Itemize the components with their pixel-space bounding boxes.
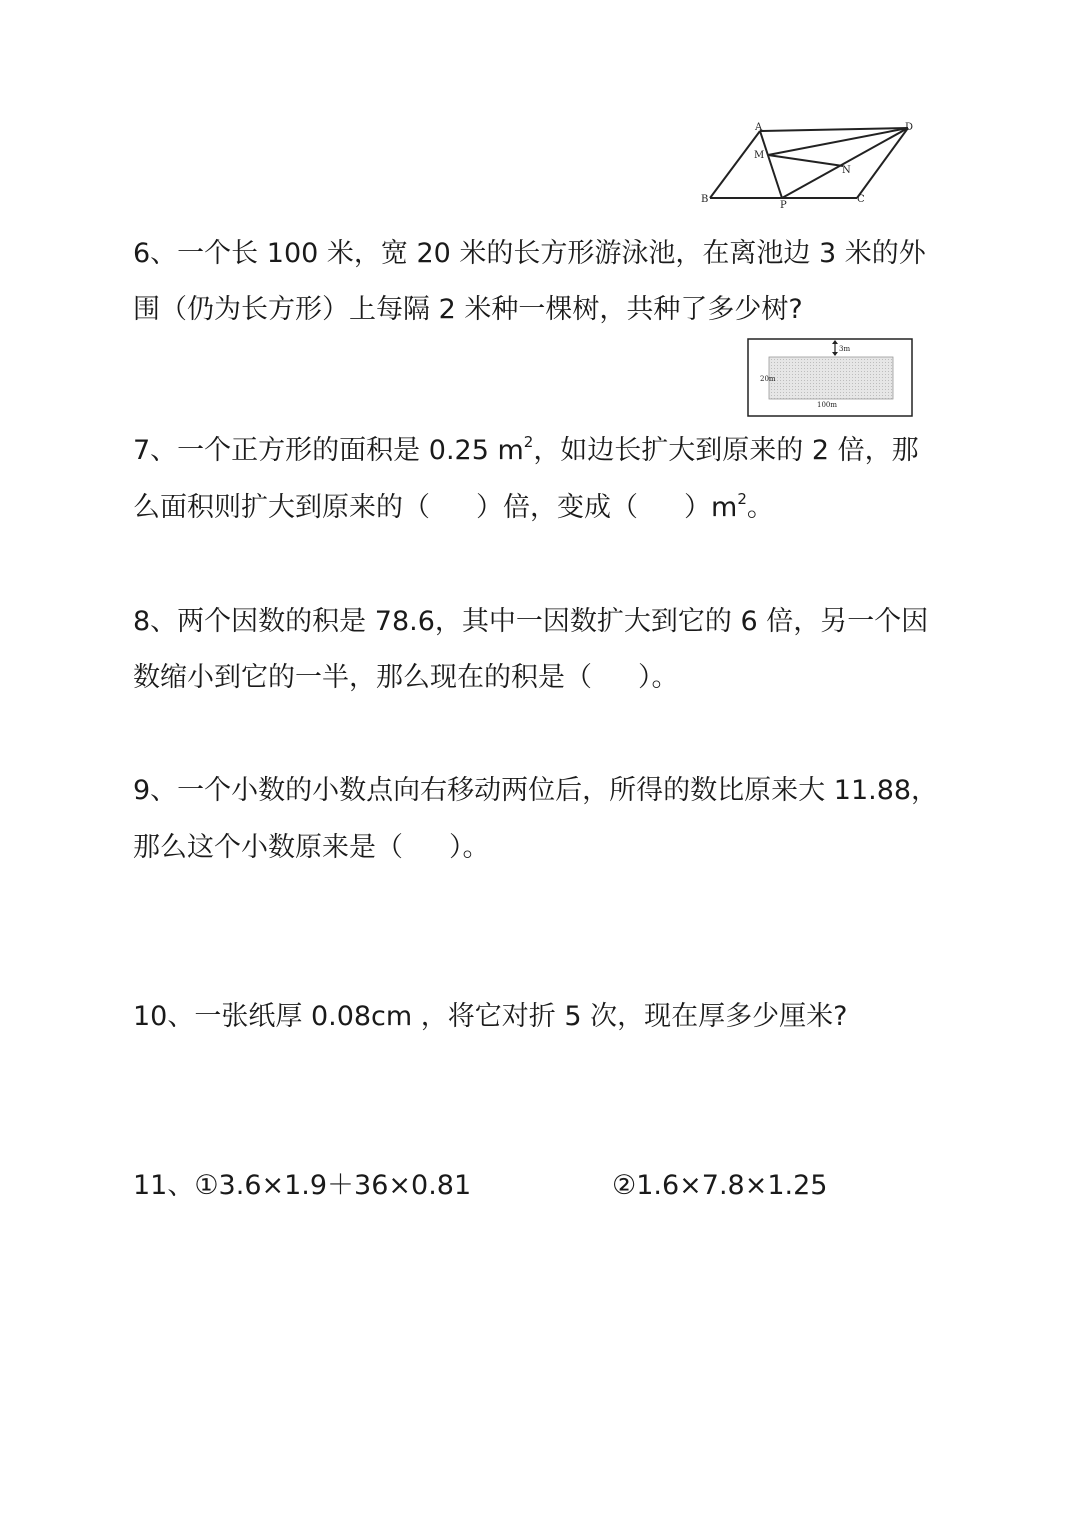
label-c: C bbox=[857, 194, 865, 205]
question-7-line-1 bbox=[133, 433, 919, 469]
q9-line2-text-a: 那么这个小数原来是（ bbox=[133, 832, 403, 863]
q7-line2-text-d: 。 bbox=[746, 492, 774, 523]
segment-md bbox=[768, 128, 908, 155]
question-9-line-2 bbox=[133, 830, 490, 866]
edge-dc bbox=[857, 128, 908, 198]
pool-figure bbox=[747, 338, 913, 418]
label-width: 20m bbox=[760, 375, 776, 383]
question-6-line-1: 6、一个长 100 米，宽 20 米的长方形游泳池，在离池边 3 米的外 bbox=[133, 238, 926, 269]
q7-line2-text-c: ）m bbox=[684, 492, 738, 523]
question-8-line-1: 8、两个因数的积是 78.6，其中一因数扩大到它的 6 倍，另一个因 bbox=[133, 606, 929, 637]
label-length: 100m bbox=[817, 401, 837, 409]
question-11-part-1: 11、①3.6×1.9＋36×0.81 bbox=[133, 1170, 472, 1201]
pool-rectangle bbox=[769, 357, 893, 399]
q7-superscript-1: 2 bbox=[523, 433, 534, 451]
question-9-line-1: 9、一个小数的小数点向右移动两位后，所得的数比原来大 11.88， bbox=[133, 775, 939, 806]
q7-line1-text-b: ，如边长扩大到原来的 2 倍，那 bbox=[533, 435, 919, 466]
segment-mn bbox=[768, 155, 843, 166]
q9-line2-text-b: ）。 bbox=[449, 832, 490, 863]
label-a: A bbox=[755, 122, 763, 133]
label-b: B bbox=[701, 194, 709, 205]
q8-line2-text-b: ）。 bbox=[638, 662, 679, 693]
edge-ad bbox=[760, 128, 908, 131]
label-n: N bbox=[842, 165, 851, 176]
q7-line2-text-a: 么面积则扩大到原来的（ bbox=[133, 492, 430, 523]
question-10-line-1: 10、一张纸厚 0.08cm ，将它对折 5 次，现在厚多少厘米? bbox=[133, 1001, 848, 1032]
q7-line1-text-a: 7、一个正方形的面积是 0.25 m bbox=[133, 435, 524, 466]
q7-line2-text-b: ）倍，变成（ bbox=[476, 492, 638, 523]
segment-ap bbox=[760, 131, 782, 198]
question-8-line-2 bbox=[133, 660, 679, 696]
label-p: P bbox=[780, 200, 787, 210]
segment-pd bbox=[782, 128, 908, 198]
question-11-part-2: ②1.6×7.8×1.25 bbox=[612, 1170, 828, 1201]
label-m: M bbox=[754, 150, 765, 161]
parallelogram-figure bbox=[700, 118, 920, 210]
question-6-line-2: 围（仍为长方形）上每隔 2 米种一棵树，共种了多少树? bbox=[133, 294, 803, 325]
label-d: D bbox=[905, 122, 914, 133]
q8-line2-text-a: 数缩小到它的一半，那么现在的积是（ bbox=[133, 662, 592, 693]
edge-ab bbox=[710, 131, 760, 198]
q7-superscript-2: 2 bbox=[737, 490, 747, 508]
question-7-line-2 bbox=[133, 490, 774, 526]
label-gap: 3m bbox=[839, 345, 851, 353]
